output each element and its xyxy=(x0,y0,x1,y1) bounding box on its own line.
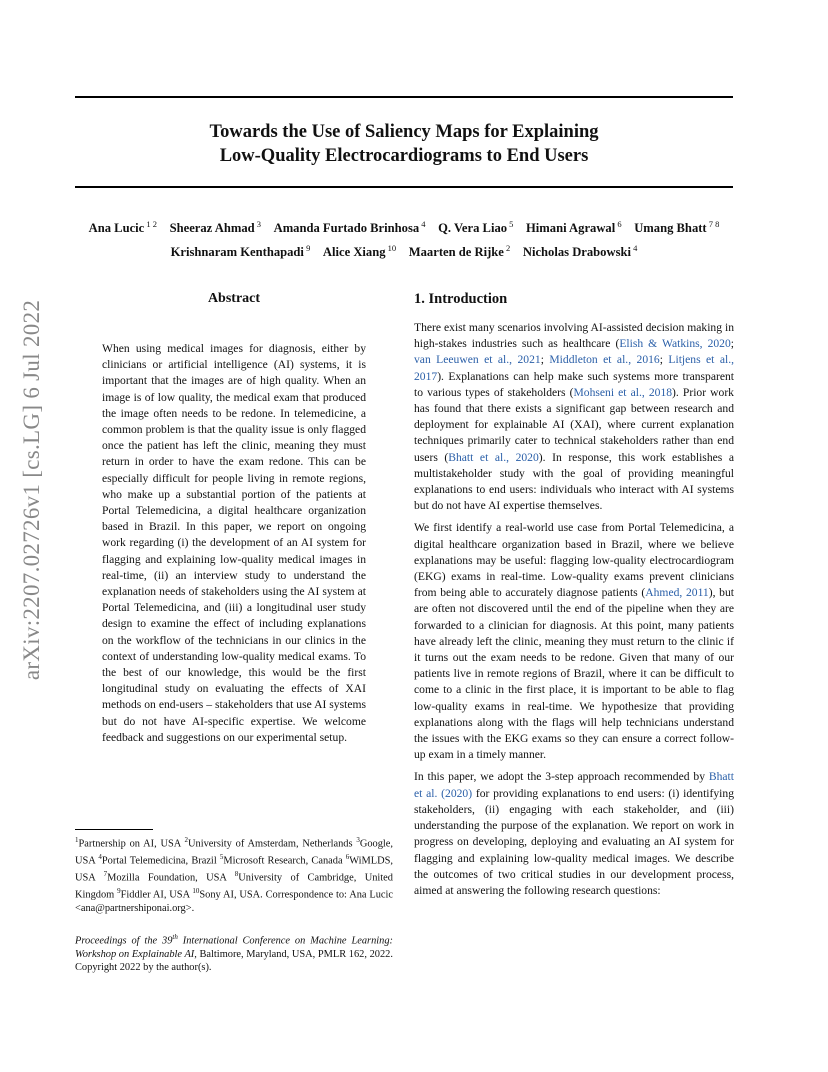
author-name: Maarten de Rijke xyxy=(408,245,504,260)
author-affiliation-mark: 3 xyxy=(254,219,261,229)
title-line-2: Low-Quality Electrocardiograms to End Users xyxy=(219,146,589,166)
superscript: 8 xyxy=(234,869,239,878)
citation-link[interactable]: Litjens et al., 2017 xyxy=(414,353,734,383)
author-line xyxy=(60,214,748,238)
text-run: Proceedings of the 39 xyxy=(75,935,173,947)
author-affiliation-mark: 5 xyxy=(507,219,514,229)
author-name: Q. Vera Liao xyxy=(438,221,508,236)
superscript: 2 xyxy=(184,836,188,844)
text-run: We first identify a real-world use case from Portal Telemedicina, a digital healthcare organization based in Brazil, where we believe explanations may be useful: flagging low-quality electrocardiogram (EKG) exams in real-time. Low-quality exams prevent clinicians from being able to accurately diagnose patients ( xyxy=(414,521,734,600)
text-run: ). In response, this work establishes a multistakeholder study with the goal of providing meaningful explanations to end users: individuals who interact with AI systems but do not have AI expertise themselves. xyxy=(414,450,734,513)
section-heading-introduction: 1. Introduction xyxy=(414,291,508,307)
author-affiliation-mark: 7 8 xyxy=(706,219,720,229)
affiliations-footnote xyxy=(75,834,393,915)
author-name: Krishnaram Kenthapadi xyxy=(170,245,304,260)
text-run: Fiddler AI, USA xyxy=(120,889,193,901)
citation-link[interactable]: Middleton et al., 2016 xyxy=(549,353,660,367)
intro-paragraph-2 xyxy=(414,520,734,763)
author-affiliation-mark: 10 xyxy=(385,243,397,254)
text-run: ; xyxy=(659,353,669,367)
text-run: ). Prior work has found that there exists a significant gap between research and deployment for explainable AI (XAI), where current explanation techniques primarily cater to technical stakeholders rather than end users ( xyxy=(414,385,734,464)
author-affiliation-mark: 4 xyxy=(419,219,426,229)
superscript: 1 xyxy=(75,836,79,844)
text-run: University of Amsterdam, Netherlands xyxy=(188,838,357,850)
citation-link[interactable]: Bhatt et al. (2020) xyxy=(414,770,734,800)
text-run: Portal Telemedicina, Brazil xyxy=(101,855,220,867)
text-run: for providing explanations to end users: (i) identifying stakeholders, (ii) engaging with each stakeholder, and (iii) understanding the purpose of the explanation. We report on work in progress on developing, deploying and evaluating an AI system for flagging and explaining low-quality medical images. We describe the outcomes of two critical studies in our development process, aimed at answering the following research questions: xyxy=(414,786,735,897)
introduction-body xyxy=(414,320,734,905)
footnote-rule xyxy=(75,829,153,830)
author-name: Umang Bhatt xyxy=(634,221,707,236)
intro-paragraph-3 xyxy=(414,769,734,899)
citation-link[interactable]: Bhatt et al., 2020 xyxy=(448,450,539,464)
text-run: ; xyxy=(540,353,550,367)
author-name: Alice Xiang xyxy=(322,245,386,260)
arxiv-identifier: arXiv:2207.02726v1 [cs.LG] 6 Jul 2022 xyxy=(19,299,44,681)
proceedings-note xyxy=(75,931,393,975)
superscript: 9 xyxy=(117,886,121,895)
superscript: 4 xyxy=(98,852,102,861)
author-name: Amanda Furtado Brinhosa xyxy=(273,221,420,236)
text-run: Google, USA xyxy=(75,838,393,867)
text-run: Microsoft Research, Canada xyxy=(223,855,346,867)
author-name: Nicholas Drabowski xyxy=(522,245,631,260)
author-name: Ana Lucic xyxy=(88,221,145,236)
superscript: 5 xyxy=(219,852,224,861)
citation-link[interactable]: Elish & Watkins, 2020 xyxy=(619,337,731,351)
abstract-text: When using medical images for diagnosis, either by clinicians or artificial intelligence (AI) systems, it is important that the images are of high quality. When an image is of low quality, the medical exam that produced the image often needs to be redone. In telemedicine, a common problem is that the quality issue is only flagged once the patient has left the clinic, meaning they must return in order to have the exam redone. This can be especially difficult for people living in remote regions, who make up a substantial portion of the patients at Portal Telemedicina, a digital healthcare organization based in Brazil. In this paper, we report on ongoing work regarding (i) the development of an AI system for flagging and explaining low-quality medical images in real-time, (ii) an interview study to understand the explanation needs of stakeholders using the AI system at Portal Telemedicina, and (iii) a longitudinal user study design to examine the effect of including explanations on the workflow of the technicians in our clinics in the context of understanding low-quality medical exams. To the best of our knowledge, this would be the first longitudinal study on evaluating the effects of XAI methods on end-users – stakeholders that use AI systems but do not have AI-specific expertise. We welcome feedback and suggestions on our experimental setup. xyxy=(102,342,366,744)
author-list xyxy=(60,214,748,262)
abstract-heading: Abstract xyxy=(207,291,261,306)
text-run: ; xyxy=(730,337,734,351)
superscript: 10 xyxy=(192,886,200,895)
title-bottom-rule xyxy=(75,186,733,188)
text-run: Sony AI, USA. Correspondence to: Ana Lucic <ana@partnershiponai.org>. xyxy=(75,889,394,914)
author-affiliation-mark: 1 2 xyxy=(144,219,158,229)
citation-link[interactable]: Mohseni et al., 2018 xyxy=(573,385,673,399)
author-name: Himani Agrawal xyxy=(526,221,616,236)
title-line-1: Towards the Use of Saliency Maps for Explaining xyxy=(209,122,599,142)
text-run: Partnership on AI, USA xyxy=(78,838,185,850)
text-run: University of Cambridge, United Kingdom xyxy=(75,872,393,901)
text-run: In this paper, we adopt the 3-step approach recommended by xyxy=(414,770,709,784)
text-run: ), but are often not discovered until the end of the pipeline when they are forwarded to a clinician for diagnosis. At this point, many patients have already left the clinic, meaning they must return to the clinic if it turns out the exam needs to be redone. Given that many of our patients live in remote regions of Brazil, where it can be difficult to come to a clinic in the first place, it is important to be able to flag low-quality exams in real-time. We hypothesize that providing explanations along with the flags will help technicians understand the issues with the EKG exams so they can ensure a correct follow-up exam in a timely manner. xyxy=(414,586,735,762)
text-run: There exist many scenarios involving AI-assisted decision making in high-stakes industries such as healthcare ( xyxy=(414,321,734,351)
intro-paragraph-1 xyxy=(414,320,734,514)
superscript: 6 xyxy=(345,852,350,861)
author-name: Sheeraz Ahmad xyxy=(169,221,255,236)
citation-link[interactable]: van Leeuwen et al., 2021 xyxy=(414,353,541,367)
author-affiliation-mark: 2 xyxy=(503,243,511,254)
text-run: , Baltimore, Maryland, USA, PMLR 162, 2022. Copyright 2022 by the author(s). xyxy=(75,948,393,974)
top-rule xyxy=(75,96,733,98)
author-affiliation-mark: 6 xyxy=(615,219,622,229)
text-run: Mozilla Foundation, USA xyxy=(107,872,235,884)
author-affiliation-mark: 9 xyxy=(303,243,311,254)
author-line xyxy=(60,238,748,262)
text-run: International Conference on Machine Learning: Workshop on Explainable AI xyxy=(75,935,394,960)
superscript: 3 xyxy=(356,836,360,844)
text-run: ). Explanations can help make such systems more transparent to various types of stakeholders ( xyxy=(414,369,734,399)
citation-link[interactable]: Ahmed, 2011 xyxy=(645,586,709,600)
superscript: 7 xyxy=(103,869,108,878)
text-run: WiMLDS, USA xyxy=(75,855,393,884)
paper-title xyxy=(75,120,733,168)
author-affiliation-mark: 4 xyxy=(630,243,638,254)
superscript: th xyxy=(172,933,178,941)
